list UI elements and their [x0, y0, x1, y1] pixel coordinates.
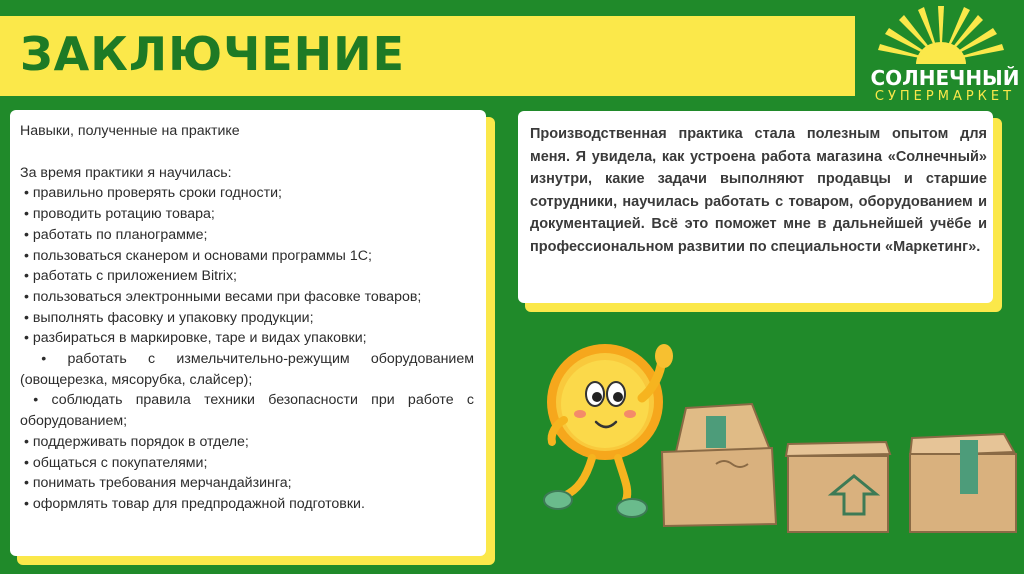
skill-item: • выполнять фасовку и упаковку продукции;: [20, 308, 474, 329]
skill-item: • правильно проверять сроки годности;: [20, 183, 474, 204]
skill-item: • проводить ротацию товара;: [20, 204, 474, 225]
slide-title: ЗАКЛЮЧЕНИЕ: [20, 27, 406, 81]
skills-subtitle: Навыки, полученные на практике: [20, 123, 240, 139]
skill-item: • разбираться в маркировке, таре и видах упаковки;: [20, 328, 474, 349]
skills-list: [20, 183, 474, 514]
skill-item: • понимать требования мерчандайзинга;: [20, 473, 474, 494]
skill-item: • пользоваться электронными весами при фасовке товаров;: [20, 287, 474, 308]
conclusion-text: Производственная практика стала полезным опытом для меня. Я увидела, как устроена работа магазина «Солнечный» изнутри, какие задачи выполняют продавцы и старшие сотрудники, научилась работать с товаром, оборудованием и документацией. Всё это поможет мне в дальнейшей учёбе и профессиональном развитии по специальности «Маркетинг».: [530, 126, 987, 255]
illustration: [520, 340, 1024, 574]
skill-item: • работать с измельчительно-режущим оборудованием (овощерезка, мясорубка, слайсер);: [20, 349, 474, 390]
skill-item: • оформлять товар для предпродажной подготовки.: [20, 494, 474, 515]
skills-intro: За время практики я научилась:: [20, 164, 232, 181]
skill-item: • общаться с покупателями;: [20, 453, 474, 474]
logo-subtitle: СУПЕРМАРКЕТ: [874, 89, 1016, 104]
cardboard-box-icon: [910, 434, 1016, 532]
skill-item: • работать по планограмме;: [20, 225, 474, 246]
skills-content: [20, 121, 474, 515]
logo-name: СОЛНЕЧНЫЙ: [870, 66, 1020, 90]
skill-item: • пользоваться сканером и основами программы 1С;: [20, 246, 474, 267]
skill-item: • работать с приложением Bitrix;: [20, 266, 474, 287]
cardboard-box-icon: [786, 442, 890, 532]
sun-mascot-icon: [544, 344, 673, 517]
skill-item: • соблюдать правила техники безопасности при работе с оборудованием;: [20, 390, 474, 431]
cardboard-box-icon: [662, 404, 776, 526]
skill-item: • поддерживать порядок в отделе;: [20, 432, 474, 453]
